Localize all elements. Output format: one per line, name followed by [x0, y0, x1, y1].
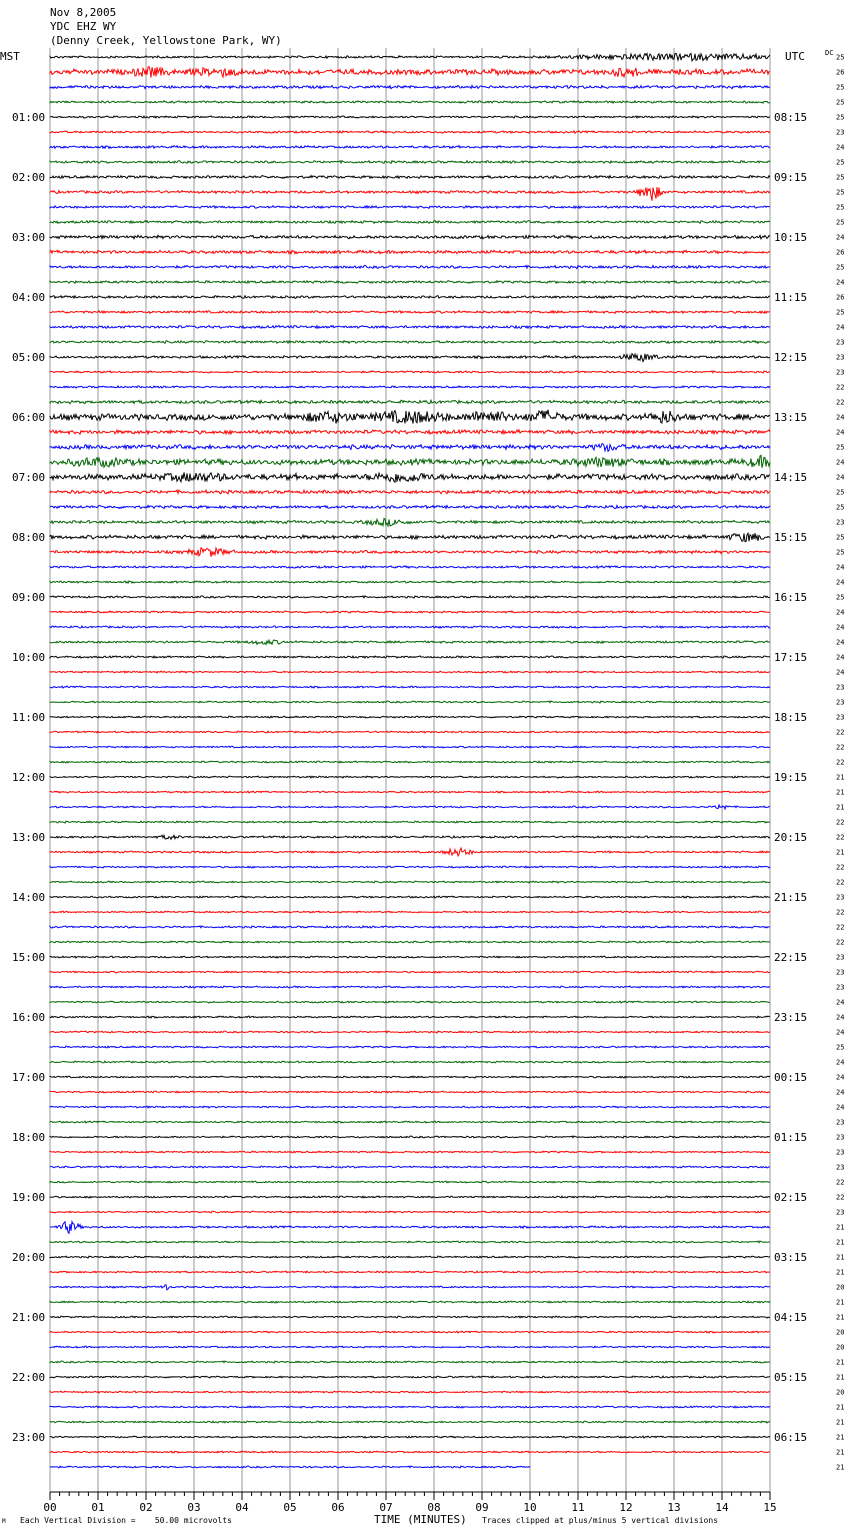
x-tick-label-01: 01	[91, 1501, 105, 1514]
trace-row-62	[50, 986, 770, 988]
dc-offset-row-73: 23	[836, 1148, 845, 1157]
dc-offset-row-15: 24	[836, 278, 845, 287]
x-tick-label-06: 06	[331, 1501, 345, 1514]
dc-offset-row-90: 21	[836, 1403, 845, 1412]
utc-hour-label: 08:15	[774, 111, 808, 124]
mst-hour-label: 11:00	[12, 711, 46, 724]
dc-offset-row-80: 21	[836, 1253, 845, 1262]
mst-hour-label: 05:00	[12, 351, 46, 364]
dc-offset-row-63: 24	[836, 998, 845, 1007]
dc-offset-row-53: 21	[836, 848, 845, 857]
dc-offset-row-19: 23	[836, 338, 845, 347]
dc-offset-row-55: 22	[836, 878, 845, 887]
mst-hour-label: 18:00	[12, 1131, 46, 1144]
trace-row-22	[50, 386, 770, 388]
trace-row-77	[50, 1211, 770, 1213]
trace-row-65	[50, 1031, 770, 1033]
trace-row-86	[50, 1346, 770, 1348]
x-tick-label-08: 08	[427, 1501, 441, 1514]
trace-row-87	[50, 1361, 770, 1363]
mst-hour-label: 17:00	[12, 1071, 46, 1084]
x-tick-label-09: 09	[475, 1501, 489, 1514]
trace-row-93	[50, 1451, 770, 1453]
trace-row-44	[50, 716, 770, 718]
utc-hour-label: 22:15	[774, 951, 808, 964]
dc-offset-row-7: 25	[836, 158, 845, 167]
dc-offset-row-10: 25	[836, 203, 845, 212]
trace-row-30	[50, 505, 770, 508]
header-date: Nov 8,2005	[50, 6, 117, 19]
x-tick-label-15: 15	[763, 1501, 777, 1514]
dc-offset-row-51: 22	[836, 818, 845, 827]
mst-hour-label: 12:00	[12, 771, 46, 784]
trace-row-88	[50, 1376, 770, 1378]
trace-row-72	[50, 1136, 770, 1138]
dc-offset-row-86: 20	[836, 1343, 845, 1352]
trace-row-2	[50, 86, 770, 89]
trace-row-42	[50, 686, 770, 688]
trace-row-47	[50, 761, 770, 763]
x-tick-label-12: 12	[619, 1501, 633, 1514]
dc-offset-row-59: 22	[836, 938, 845, 947]
mst-hour-label: 03:00	[12, 231, 46, 244]
utc-hour-label: 02:15	[774, 1191, 808, 1204]
trace-row-28	[50, 472, 770, 482]
trace-row-56	[50, 896, 770, 898]
trace-row-63	[50, 1001, 770, 1003]
dc-offset-row-11: 25	[836, 218, 845, 227]
trace-row-81	[50, 1271, 770, 1273]
dc-offset-row-92: 21	[836, 1433, 845, 1442]
utc-hour-label: 21:15	[774, 891, 808, 904]
dc-offset-row-38: 24	[836, 623, 845, 632]
trace-row-60	[50, 956, 770, 958]
utc-hour-label: 15:15	[774, 531, 808, 544]
dc-offset-row-37: 24	[836, 608, 845, 617]
utc-hour-label: 03:15	[774, 1251, 808, 1264]
dc-offset-row-76: 22	[836, 1193, 845, 1202]
dc-offset-row-40: 24	[836, 653, 845, 662]
trace-row-43	[50, 701, 770, 703]
utc-hour-label: 06:15	[774, 1431, 808, 1444]
dc-offset-row-24: 24	[836, 413, 845, 422]
dc-offset-row-4: 25	[836, 113, 845, 122]
trace-row-25	[50, 430, 770, 434]
trace-row-54	[50, 866, 770, 868]
dc-offset-row-54: 22	[836, 863, 845, 872]
x-tick-label-14: 14	[715, 1501, 729, 1514]
trace-row-59	[50, 941, 770, 943]
dc-offset-row-27: 24	[836, 458, 845, 467]
dc-offset-row-81: 21	[836, 1268, 845, 1277]
dc-offset-row-33: 25	[836, 548, 845, 557]
trace-row-67	[50, 1061, 770, 1063]
trace-row-14	[50, 266, 770, 269]
trace-row-71	[50, 1121, 770, 1123]
trace-row-57	[50, 911, 770, 913]
dc-offset-row-43: 23	[836, 698, 845, 707]
trace-row-78	[50, 1222, 770, 1234]
trace-row-40	[50, 656, 770, 658]
trace-row-83	[50, 1301, 770, 1303]
mst-hour-label: 13:00	[12, 831, 46, 844]
trace-row-18	[50, 326, 770, 329]
trace-row-75	[50, 1181, 770, 1183]
corner-mark: M	[2, 1518, 6, 1525]
dc-offset-row-58: 22	[836, 923, 845, 932]
trace-row-29	[50, 490, 770, 494]
dc-offset-row-12: 24	[836, 233, 845, 242]
x-tick-label-04: 04	[235, 1501, 249, 1514]
dc-offset-row-34: 24	[836, 563, 845, 572]
trace-row-20	[50, 354, 770, 362]
x-tick-label-02: 02	[139, 1501, 153, 1514]
dc-offset-row-44: 23	[836, 713, 845, 722]
trace-row-32	[50, 533, 770, 541]
mst-hour-label: 07:00	[12, 471, 46, 484]
trace-row-38	[50, 626, 770, 628]
dc-offset-row-31: 23	[836, 518, 845, 527]
dc-offset-row-28: 24	[836, 473, 845, 482]
x-tick-label-03: 03	[187, 1501, 201, 1514]
trace-row-89	[50, 1391, 770, 1393]
dc-offset-row-22: 22	[836, 383, 845, 392]
trace-row-13	[50, 250, 770, 254]
mst-hour-label: 15:00	[12, 951, 46, 964]
grid-lines	[50, 48, 770, 1492]
dc-offset-row-69: 24	[836, 1088, 845, 1097]
dc-offset-row-17: 25	[836, 308, 845, 317]
x-tick-label-11: 11	[571, 1501, 585, 1514]
utc-hour-label: 13:15	[774, 411, 808, 424]
dc-offset-row-35: 24	[836, 578, 845, 587]
trace-row-92	[50, 1436, 770, 1438]
trace-row-58	[50, 926, 770, 928]
utc-hour-label: 09:15	[774, 171, 808, 184]
trace-row-31	[50, 518, 770, 526]
trace-row-46	[50, 746, 770, 748]
trace-row-9	[50, 187, 770, 201]
trace-row-61	[50, 971, 770, 973]
mst-hour-label: 10:00	[12, 651, 46, 664]
dc-offset-row-39: 24	[836, 638, 845, 647]
trace-row-26	[50, 444, 770, 452]
mst-hour-label: 02:00	[12, 171, 46, 184]
dc-offset-row-2: 25	[836, 83, 845, 92]
x-tick-label-10: 10	[523, 1501, 537, 1514]
utc-hour-label: 11:15	[774, 291, 808, 304]
dc-offset-row-68: 24	[836, 1073, 845, 1082]
utc-hour-label: 00:15	[774, 1071, 808, 1084]
trace-group	[50, 53, 770, 1468]
dc-offset-row-87: 21	[836, 1358, 845, 1367]
dc-label: DC	[825, 49, 834, 57]
mst-hour-label: 01:00	[12, 111, 46, 124]
trace-row-6	[50, 146, 770, 149]
dc-offset-row-21: 23	[836, 368, 845, 377]
dc-offset-row-91: 21	[836, 1418, 845, 1427]
dc-offset-row-9: 25	[836, 188, 845, 197]
trace-row-4	[50, 116, 770, 118]
dc-offset-row-61: 23	[836, 968, 845, 977]
dc-offset-row-30: 25	[836, 503, 845, 512]
trace-row-0	[50, 53, 770, 61]
header-station: YDC EHZ WY	[50, 20, 117, 33]
utc-hour-label: 18:15	[774, 711, 808, 724]
utc-axis-label: UTC	[785, 50, 805, 63]
utc-hour-label: 20:15	[774, 831, 808, 844]
trace-row-21	[50, 371, 770, 373]
mst-hour-label: 16:00	[12, 1011, 46, 1024]
clip-text: Traces clipped at plus/minus 5 vertical divisions	[482, 1516, 719, 1525]
dc-offset-row-75: 22	[836, 1178, 845, 1187]
trace-row-52	[50, 835, 770, 839]
dc-offset-row-89: 20	[836, 1388, 845, 1397]
trace-row-7	[50, 161, 770, 164]
mst-hour-label: 09:00	[12, 591, 46, 604]
x-axis-title: TIME (MINUTES)	[374, 1513, 467, 1526]
trace-row-36	[50, 596, 770, 598]
trace-row-19	[50, 341, 770, 344]
utc-hour-label: 14:15	[774, 471, 808, 484]
dc-offset-row-77: 23	[836, 1208, 845, 1217]
dc-offset-row-82: 20	[836, 1283, 845, 1292]
trace-row-51	[50, 821, 770, 823]
trace-row-11	[50, 221, 770, 224]
dc-offset-row-3: 25	[836, 98, 845, 107]
dc-offset-row-48: 21	[836, 773, 845, 782]
mst-hour-label: 08:00	[12, 531, 46, 544]
dc-offset-row-64: 24	[836, 1013, 845, 1022]
trace-row-64	[50, 1016, 770, 1018]
trace-row-35	[50, 581, 770, 583]
trace-row-34	[50, 566, 770, 568]
dc-offset-row-47: 22	[836, 758, 845, 767]
mst-hour-label: 19:00	[12, 1191, 46, 1204]
trace-row-48	[50, 776, 770, 778]
dc-offset-row-85: 20	[836, 1328, 845, 1337]
trace-row-50	[50, 805, 770, 809]
dc-offset-row-74: 23	[836, 1163, 845, 1172]
dc-offset-row-16: 26	[836, 293, 845, 302]
trace-row-73	[50, 1151, 770, 1153]
trace-row-23	[50, 400, 770, 403]
dc-offset-row-56: 23	[836, 893, 845, 902]
utc-hour-label: 16:15	[774, 591, 808, 604]
dc-offset-row-42: 23	[836, 683, 845, 692]
dc-offset-row-60: 23	[836, 953, 845, 962]
x-tick-label-07: 07	[379, 1501, 393, 1514]
trace-row-1	[50, 66, 770, 77]
dc-offset-row-88: 21	[836, 1373, 845, 1382]
trace-row-27	[50, 455, 770, 468]
dc-offset-row-13: 26	[836, 248, 845, 257]
dc-offset-row-45: 22	[836, 728, 845, 737]
trace-row-24	[50, 410, 770, 424]
trace-row-66	[50, 1046, 770, 1048]
dc-offset-row-18: 24	[836, 323, 845, 332]
dc-offset-row-94: 21	[836, 1463, 845, 1472]
mst-hour-label: 14:00	[12, 891, 46, 904]
trace-row-84	[50, 1316, 770, 1318]
trace-row-90	[50, 1406, 770, 1408]
dc-offset-row-25: 24	[836, 428, 845, 437]
trace-row-70	[50, 1106, 770, 1108]
dc-offset-row-79: 21	[836, 1238, 845, 1247]
utc-hour-label: 23:15	[774, 1011, 808, 1024]
dc-offset-row-46: 22	[836, 743, 845, 752]
trace-row-69	[50, 1091, 770, 1093]
trace-row-15	[50, 281, 770, 284]
dc-offset-row-49: 21	[836, 788, 845, 797]
x-tick-label-00: 00	[43, 1501, 57, 1514]
dc-offset-row-78: 21	[836, 1223, 845, 1232]
trace-row-45	[50, 731, 770, 733]
dc-offset-row-26: 25	[836, 443, 845, 452]
dc-offset-row-32: 25	[836, 533, 845, 542]
dc-offset-row-50: 21	[836, 803, 845, 812]
mst-hour-label: 23:00	[12, 1431, 46, 1444]
trace-row-41	[50, 671, 770, 673]
dc-offset-row-36: 25	[836, 593, 845, 602]
mst-hour-label: 20:00	[12, 1251, 46, 1264]
trace-row-91	[50, 1421, 770, 1423]
trace-row-68	[50, 1076, 770, 1078]
dc-offset-row-29: 25	[836, 488, 845, 497]
dc-offset-row-20: 23	[836, 353, 845, 362]
dc-offset-row-23: 22	[836, 398, 845, 407]
utc-hour-label: 04:15	[774, 1311, 808, 1324]
x-axis	[43, 1492, 776, 1514]
dc-offset-row-14: 25	[836, 263, 845, 272]
trace-row-85	[50, 1331, 770, 1333]
dc-offset-row-57: 22	[836, 908, 845, 917]
dc-offset-row-84: 21	[836, 1313, 845, 1322]
dc-offset-row-62: 23	[836, 983, 845, 992]
dc-offset-row-72: 23	[836, 1133, 845, 1142]
trace-row-74	[50, 1166, 770, 1168]
trace-row-49	[50, 791, 770, 793]
mst-hour-label: 22:00	[12, 1371, 46, 1384]
trace-row-33	[50, 548, 770, 557]
dc-offset-row-66: 25	[836, 1043, 845, 1052]
trace-row-79	[50, 1241, 770, 1243]
trace-row-37	[50, 611, 770, 613]
mst-hour-label: 04:00	[12, 291, 46, 304]
dc-offset-row-5: 23	[836, 128, 845, 137]
utc-hour-label: 01:15	[774, 1131, 808, 1144]
trace-row-55	[50, 881, 770, 883]
trace-row-8	[50, 176, 770, 179]
dc-offset-row-93: 21	[836, 1448, 845, 1457]
utc-hour-label: 19:15	[774, 771, 808, 784]
header-location: (Denny Creek, Yellowstone Park, WY)	[50, 34, 282, 47]
x-tick-label-13: 13	[667, 1501, 681, 1514]
mst-hour-label: 06:00	[12, 411, 46, 424]
trace-row-16	[50, 296, 770, 299]
utc-hour-label: 17:15	[774, 651, 808, 664]
trace-row-39	[50, 640, 770, 645]
trace-row-5	[50, 131, 770, 133]
dc-offset-row-8: 25	[836, 173, 845, 182]
trace-row-12	[50, 235, 770, 239]
dc-offset-row-83: 21	[836, 1298, 845, 1307]
dc-offset-row-67: 24	[836, 1058, 845, 1067]
dc-offset-row-0: 25	[836, 53, 845, 62]
dc-offset-row-70: 24	[836, 1103, 845, 1112]
utc-hour-label: 05:15	[774, 1371, 808, 1384]
trace-row-53	[50, 848, 770, 856]
x-tick-label-05: 05	[283, 1501, 297, 1514]
dc-offset-row-65: 24	[836, 1028, 845, 1037]
dc-offset-row-1: 26	[836, 68, 845, 77]
scale-text: Each Vertical Division = 50.00 microvolts	[20, 1516, 232, 1525]
trace-row-82	[50, 1285, 770, 1290]
trace-row-3	[50, 101, 770, 103]
dc-offset-row-52: 22	[836, 833, 845, 842]
dc-offset-row-6: 24	[836, 143, 845, 152]
trace-row-76	[50, 1196, 770, 1198]
dc-offset-row-41: 24	[836, 668, 845, 677]
trace-row-80	[50, 1256, 770, 1258]
dc-offset-row-71: 23	[836, 1118, 845, 1127]
mst-axis-label: MST	[0, 50, 20, 63]
trace-row-17	[50, 311, 770, 314]
trace-row-10	[50, 206, 770, 209]
mst-hour-label: 21:00	[12, 1311, 46, 1324]
utc-hour-label: 10:15	[774, 231, 808, 244]
utc-hour-label: 12:15	[774, 351, 808, 364]
